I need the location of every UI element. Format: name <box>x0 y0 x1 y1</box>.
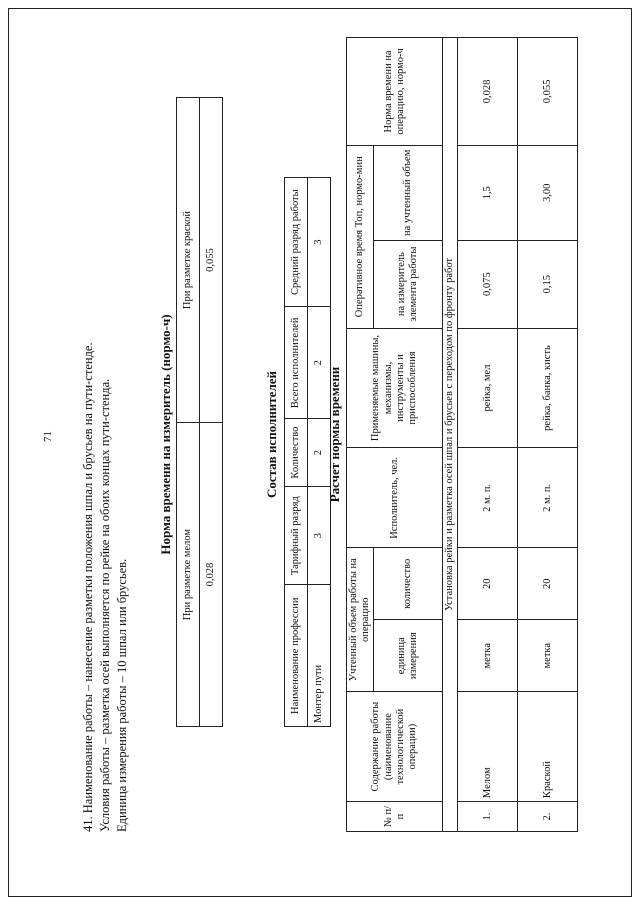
section-row: Установка рейки и разметка осей шпал и брусьев с переходом по фронту работ <box>443 38 458 832</box>
header-op-per-unit: на измеритель элемента работы <box>374 240 443 328</box>
crew-avg-grade: 3 <box>308 178 331 307</box>
header-op-per-volume: на учтенный объем <box>374 145 443 240</box>
work-conditions-line: Условия работы – разметка осей выполняется по рейке на обоих концах пути-стенда. <box>97 378 112 832</box>
row-unit: метка <box>518 620 578 692</box>
row-op-unit: 0,15 <box>518 240 578 328</box>
crew-grade: 3 <box>308 486 331 584</box>
work-unit-line: Единица измерения работы – 10 шпал или брусьев. <box>114 558 129 832</box>
calc-table-heading: Расчет нормы времени <box>327 366 342 503</box>
crew-header-avg-grade: Средний разряд работы <box>285 178 308 307</box>
table-row <box>458 38 518 832</box>
work-name-line: 41. Наименование работы – нанесение разметки положения шпал и брусьев на пути-стенде. <box>81 342 95 832</box>
row-content: Мелом <box>458 692 518 802</box>
header-content: Содержание работы (наименование технологической операции) <box>347 692 443 802</box>
row-norm: 0,028 <box>458 38 518 146</box>
norm-value-paint: 0,055 <box>200 98 223 423</box>
header-qty: количество <box>374 548 443 620</box>
norm-header-paint: При разметке краской <box>177 98 200 423</box>
row-machines: рейка, мел <box>458 328 518 448</box>
header-machines: Применяемые машины, механизмы, инструменты и приспособления <box>347 328 443 448</box>
header-performer: Исполнитель, чел. <box>347 448 443 548</box>
row-content: Краской <box>518 692 578 802</box>
row-qty: 20 <box>458 548 518 620</box>
row-machines: рейка, банка, кисть <box>518 328 578 448</box>
row-op-unit: 0,075 <box>458 240 518 328</box>
norm-header-chalk: При разметке мелом <box>177 423 200 727</box>
crew-header-grade: Тарифный разряд <box>285 486 308 584</box>
row-op-volume: 3,00 <box>518 145 578 240</box>
header-volume: Учтенный объем работы на операцию <box>347 548 374 692</box>
row-norm: 0,055 <box>518 38 578 146</box>
norm-table <box>176 97 223 727</box>
row-num: 2. <box>518 802 578 832</box>
row-op-volume: 1,5 <box>458 145 518 240</box>
table-row <box>518 38 578 832</box>
row-performer: 2 м. п. <box>518 448 578 548</box>
header-unit: единица измерения <box>374 620 443 692</box>
crew-header-profession: Наименование профессии <box>285 585 308 727</box>
row-performer: 2 м. п. <box>458 448 518 548</box>
work-description <box>80 52 131 832</box>
row-unit: метка <box>458 620 518 692</box>
page-number: 71 <box>42 431 54 442</box>
crew-total: 2 <box>308 307 331 419</box>
crew-header-total: Всего исполнителей <box>285 307 308 419</box>
crew-table-heading: Состав исполнителей <box>264 370 279 499</box>
crew-header-count: Количество <box>285 419 308 487</box>
document-page <box>42 37 623 832</box>
crew-profession: Монтер пути <box>308 585 331 727</box>
header-norm: Норма времени на операцию, нормо-ч <box>347 38 443 146</box>
header-op-time: Оперативное время Топ, нормо-мин <box>347 145 374 328</box>
row-qty: 20 <box>518 548 578 620</box>
norm-value-chalk: 0,028 <box>200 423 223 727</box>
row-num: 1. <box>458 802 518 832</box>
crew-count: 2 <box>308 419 331 487</box>
crew-table <box>284 177 331 727</box>
calc-table <box>346 37 578 832</box>
header-num: № п/п <box>347 802 443 832</box>
norm-table-heading: Норма времени на измеритель (нормо-ч) <box>158 314 173 555</box>
